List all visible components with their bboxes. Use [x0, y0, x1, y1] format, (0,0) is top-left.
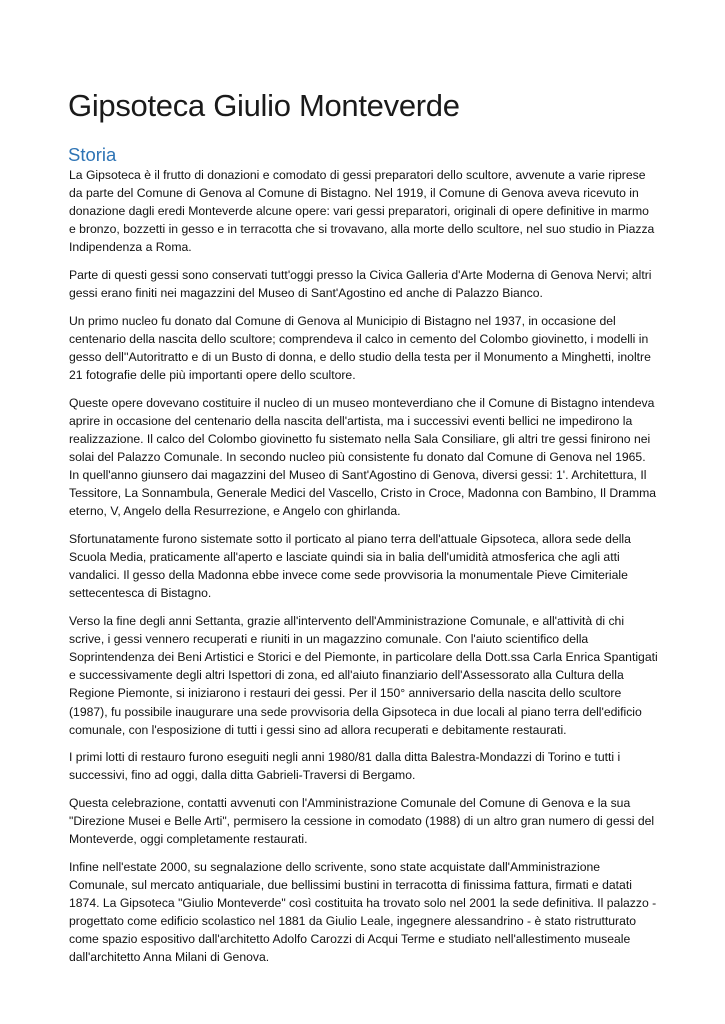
paragraph: Sfortunatamente furono sistemate sotto il porticato al piano terra dell'attuale Gipsoteca, allora sede della Scuola Media, praticamente all'aperto e lasciate quindi sia in balia dell'umidità atmosferica che agli atti vandalici. Il gesso della Madonna ebbe invece come sede provvisoria la monumentale Pieve Cimiteriale settecentesca di Bistagno.	[69, 532, 631, 601]
paragraph: I primi lotti di restauro furono eseguiti negli anni 1980/81 dalla ditta Balestra-Mondazzi di Torino e tutti i successivi, fino ad oggi, dalla ditta Gabrieli-Traversi di Bergamo.	[69, 750, 621, 783]
page-title: Gipsoteca Giulio Monteverde	[68, 88, 460, 123]
paragraph: Verso la fine degli anni Settanta, grazie all'intervento dell'Amministrazione Comunale, e all'attività di chi scrive, i gessi vennero recuperati e riuniti in un magazzino comunale. Con l'aiuto scientifico della Soprintendenza dei Beni Artistici e Storici e del Piemonte, in particolare della Dott.ssa Carla Enrica Spantigati e successivamente degli altri Ispettori di zona, ed all'aiuto finanziario dell'Assessorato alla Cultura della Regione Piemonte, si iniziarono i restauri dei gessi. Per il 150° anniversario della nascita dello scultore (1987), fu possibile inaugurare una sede provvisoria della Gipsoteca in due locali al piano terra dell'edificio comunale, con l'esposizione di tutti i gessi sino ad allora recuperati e debitamente restaurati.	[69, 614, 658, 737]
paragraph: Infine nell'estate 2000, su segnalazione dello scrivente, sono state acquistate dall'Amministrazione Comunale, sul mercato antiquariale, due bellissimi bustini in terracotta di finissima fattura, firmati e datati 1874. La Gipsoteca "Giulio Monteverde" così costituita ha trovato solo nel 2001 la sede definitiva. Il palazzo - progettato come edificio scolastico nel 1881 da Giulio Leale, ingegnere alessandrino - è stato ristrutturato come spazio espositivo dall'architetto Adolfo Carozzi di Acqui Terme e studiato nell'allestimento museale dall'architetto Anna Milani di Genova.	[69, 859, 657, 965]
paragraph: Parte di questi gessi sono conservati tutt'oggi presso la Civica Galleria d'Arte Moderna di Genova Nervi; altri gessi erano finiti nei magazzini del Museo di Sant'Agostino ed anche di Palazzo Bianco.	[69, 268, 652, 301]
paragraph: La Gipsoteca è il frutto di donazioni e comodato di gessi preparatori dello scultore, avvenute a varie riprese da parte del Comune di Genova al Comune di Bistagno. Nel 1919, il Comune di Genova aveva ricevuto in donazione dagli eredi Monteverde alcune opere: vari gessi preparatori, originali di opere definitive in marmo e bronzo, bozzetti in gesso e in terracotta che si trovavano, alla morte dello scultore, nel suo studio in Piazza Indipendenza a Roma.	[69, 168, 655, 255]
section-heading-storia: Storia	[68, 144, 117, 165]
body-text	[69, 166, 659, 976]
paragraph: Questa celebrazione, contatti avvenuti con l'Amministrazione Comunale del Comune di Genova e la sua "Direzione Musei e Belle Arti", permisero la cessione in comodato (1988) di un altro gran numero di gessi del Monteverde, oggi completamente restaurati.	[69, 796, 655, 847]
paragraph: Queste opere dovevano costituire il nucleo di un museo monteverdiano che il Comune di Bistagno intendeva aprire in occasione del centenario della nascita dell'artista, ma i successivi eventi bellici ne impedirono la realizzazione. Il calco del Colombo giovinetto fu sistemato nella Sala Consiliare, gli altri tre gessi finirono nei solai del Palazzo Comunale. In secondo nucleo più consistente fu donato dal Comune di Genova nel 1965. In quell'anno giunsero dai magazzini del Museo di Sant'Agostino di Genova, diversi gessi: 1'. Architettura, Il Tessitore, La Sonnambula, Generale Medici del Vascello, Cristo in Croce, Madonna con Bambino, Il Dramma eterno, V, Angelo della Resurrezione, e Angelo con ghirlanda.	[69, 395, 657, 519]
paragraph: Un primo nucleo fu donato dal Comune di Genova al Municipio di Bistagno nel 1937, in occasione del centenario della nascita dello scultore; comprendeva il calco in cemento del Colombo giovinetto, i modelli in gesso dell''Autoritratto e di un Busto di donna, e dello studio della testa per il Monumento a Minghetti, inoltre 21 fotografie delle più importanti opere dello scultore.	[69, 313, 651, 383]
